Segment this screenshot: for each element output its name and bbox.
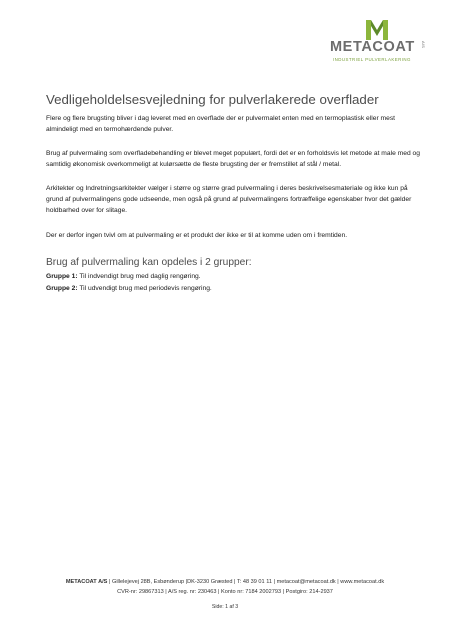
logo-wordmark: METACOAT	[330, 39, 415, 55]
group-item	[46, 283, 212, 294]
document-title: Vedligeholdelsesvejledning for pulverlakerede overflader	[46, 92, 379, 107]
metacoat-logo	[330, 18, 430, 70]
paragraph: Brug af pulvermaling som overfladebehandling er blevet meget populært, fordi det er en forholdsvis let metode at male med og samtidig økonomisk overkommeligt at kulørsætte de fleste brugsting der er fremstillet af stål / metal.	[46, 150, 420, 168]
footer-address: | Gillelejevej 28B, Esbønderup |DK-3230 Græsted | T: 48 39 01 11 | metacoat@metacoat.dk | www.metacoat.dk	[107, 579, 385, 585]
footer-company: METACOAT A/S	[65, 579, 108, 585]
group-item	[46, 271, 201, 282]
section-heading: Brug af pulvermaling kan opdeles i 2 grupper:	[46, 257, 252, 268]
footer-contact-line	[0, 579, 450, 585]
group-label: Gruppe 2:	[46, 285, 78, 292]
group-text: Til udvendigt brug med periodevis rengøring.	[77, 285, 212, 292]
group-label: Gruppe 1:	[46, 273, 78, 280]
paragraph: Arkitekter og Indretningsarkitekter vælger i større og større grad pulvermaling i deres beskrivelsesmateriale og ikke kun på grund af pulvermalingens gode udseende, men også på grund af pulvermalingens fortræffelige egenskaber hvor det gælder holdbarhed over for slitage.	[46, 185, 412, 214]
logo-tagline: INDUSTRIEL PULVERLAKERING	[333, 57, 411, 62]
page-number: Side: 1 af 3	[211, 604, 239, 610]
metacoat-m-icon	[364, 18, 390, 40]
paragraph: Der er derfor ingen tvivl om at pulvermaling er et produkt der ikke er til at komme uden om i fremtiden.	[46, 232, 348, 239]
group-text: Til indvendigt brug med daglig rengøring.	[77, 273, 201, 280]
paragraph: Flere og flere brugsting bliver i dag leveret med en overflade der er pulvermalet enten med en termoplastisk eller mest almindeligt med en termohærdende pulver.	[46, 115, 396, 133]
logo-suffix: A/S	[421, 41, 426, 49]
footer-registration-line: CVR-nr: 29867313 | A/S reg. nr: 230463 | Konto nr: 7184 2002793 | Postgiro: 214-2937	[117, 589, 333, 595]
